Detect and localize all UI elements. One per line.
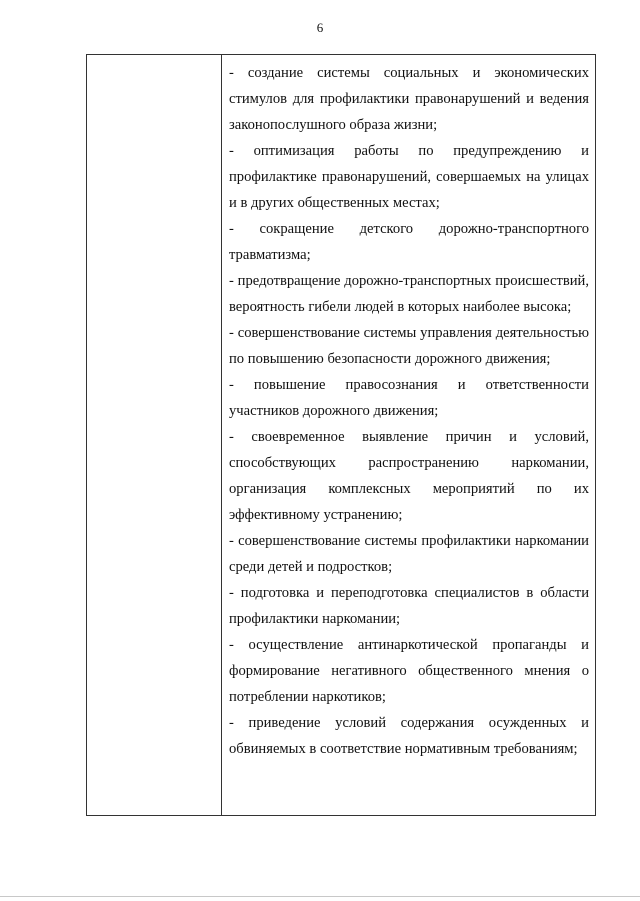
- list-item: - приведение условий содержания осужденных и обвиняемых в соответствие нормативным требованиям;: [229, 715, 589, 757]
- list-item: - повышение правосознания и ответственности участников дорожного движения;: [229, 377, 589, 419]
- list-item: - создание системы социальных и экономических стимулов для профилактики правонарушений и ведения законопослушного образа жизни;: [229, 65, 589, 133]
- list-item: - сокращение детского дорожно-транспортного травматизма;: [229, 221, 589, 263]
- list-item: - подготовка и переподготовка специалистов в области профилактики наркомании;: [229, 585, 589, 627]
- list-item: - осуществление антинаркотической пропаганды и формирование негативного общественного мнения о потреблении наркотиков;: [229, 637, 589, 705]
- table-right-cell: [229, 60, 589, 762]
- list-item: - предотвращение дорожно-транспортных происшествий, вероятность гибели людей в которых наиболее высока;: [229, 273, 589, 315]
- page-bottom-edge: [0, 896, 640, 897]
- list-item: - оптимизация работы по предупреждению и профилактике правонарушений, совершаемых на улицах и в других общественных местах;: [229, 143, 589, 211]
- table-left-cell: [87, 55, 222, 815]
- list-item: - своевременное выявление причин и условий, способствующих распространению наркомании, организация комплексных мероприятий по их эффективному устранению;: [229, 429, 589, 523]
- document-table: [86, 54, 596, 816]
- list-item: - совершенствование системы управления деятельностью по повышению безопасности дорожного движения;: [229, 325, 589, 367]
- list-item: - совершенствование системы профилактики наркомании среди детей и подростков;: [229, 533, 589, 575]
- page-number: 6: [316, 20, 324, 35]
